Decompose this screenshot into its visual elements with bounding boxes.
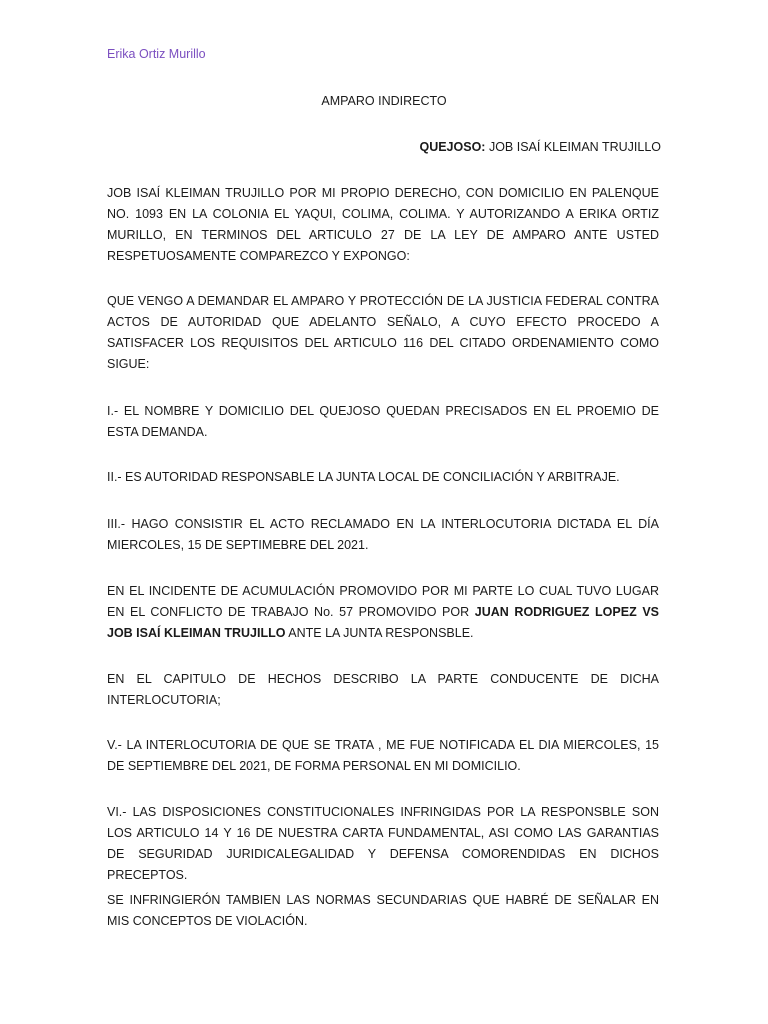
- document-header-author: Erika Ortiz Murillo: [107, 47, 206, 61]
- quejoso-line: [419, 140, 661, 154]
- paragraph-incident-text-a: EN EL INCIDENTE DE ACUMULACIÓN PROMOVIDO POR MI PARTE LO CUAL TUVO LUGAR EN EL CONFLICTO DE TRABAJO No. 57 PROMOVIDO POR: [107, 584, 659, 619]
- paragraph-facts: EN EL CAPITULO DE HECHOS DESCRIBO LA PARTE CONDUCENTE DE DICHA INTERLOCUTORIA;: [107, 672, 659, 707]
- paragraph-section-vi: VI.- LAS DISPOSICIONES CONSTITUCIONALES INFRINGIDAS POR LA RESPONSBLE SON LOS ARTICULO 14 Y 16 DE NUESTRA CARTA FUNDAMENTAL, ASI COMO LAS GARANTIAS DE SEGURIDAD JURIDICALEGALIDAD Y DEFENSA COMORENDIDAS EN DICHOS PRECEPTOS.: [107, 805, 659, 882]
- document-title: [0, 94, 768, 108]
- document-title-text: AMPARO INDIRECTO: [321, 94, 447, 108]
- paragraph-secondary-norms: SE INFRINGIERÓN TAMBIEN LAS NORMAS SECUNDARIAS QUE HABRÉ DE SEÑALAR EN MIS CONCEPTOS DE VIOLACIÓN.: [107, 893, 659, 928]
- quejoso-name: JOB ISAÍ KLEIMAN TRUJILLO: [488, 140, 661, 154]
- paragraph-incident: [107, 581, 659, 644]
- paragraph-section-iii: III.- HAGO CONSISTIR EL ACTO RECLAMADO EN LA INTERLOCUTORIA DICTADA EL DÍA MIERCOLES, 15 DE SEPTIMEBRE DEL 2021.: [107, 517, 659, 552]
- paragraph-demand: QUE VENGO A DEMANDAR EL AMPARO Y PROTECCIÓN DE LA JUSTICIA FEDERAL CONTRA ACTOS DE AUTORIDAD QUE ADELANTO SEÑALO, A CUYO EFECTO PROCEDO A SATISFACER LOS REQUISITOS DEL ARTICULO 116 DEL CITADO ORDENAMIENTO COMO SIGUE:: [107, 294, 659, 371]
- paragraph-incident-text-c: ANTE LA JUNTA RESPONSBLE.: [285, 626, 474, 640]
- paragraph-section-i: I.- EL NOMBRE Y DOMICILIO DEL QUEJOSO QUEDAN PRECISADOS EN EL PROEMIO DE ESTA DEMANDA.: [107, 404, 659, 439]
- paragraph-intro: JOB ISAÍ KLEIMAN TRUJILLO POR MI PROPIO DERECHO, CON DOMICILIO EN PALENQUE NO. 1093 EN LA COLONIA EL YAQUI, COLIMA, COLIMA. Y AUTORIZANDO A ERIKA ORTIZ MURILLO, EN TERMINOS DEL ARTICULO 27 DE LA LEY DE AMPARO ANTE USTED RESPETUOSAMENTE COMPAREZCO Y EXPONGO:: [107, 186, 659, 263]
- paragraph-section-v: V.- LA INTERLOCUTORIA DE QUE SE TRATA , ME FUE NOTIFICADA EL DIA MIERCOLES, 15 DE SEPTIEMBRE DEL 2021, DE FORMA PERSONAL EN MI DOMICILIO.: [107, 738, 659, 773]
- paragraph-section-ii: II.- ES AUTORIDAD RESPONSABLE LA JUNTA LOCAL DE CONCILIACIÓN Y ARBITRAJE.: [107, 470, 620, 484]
- paragraph-incident-parties: JUAN RODRIGUEZ LOPEZ VS JOB ISAÍ KLEIMAN TRUJILLO: [107, 605, 659, 640]
- quejoso-label: QUEJOSO:: [419, 140, 486, 154]
